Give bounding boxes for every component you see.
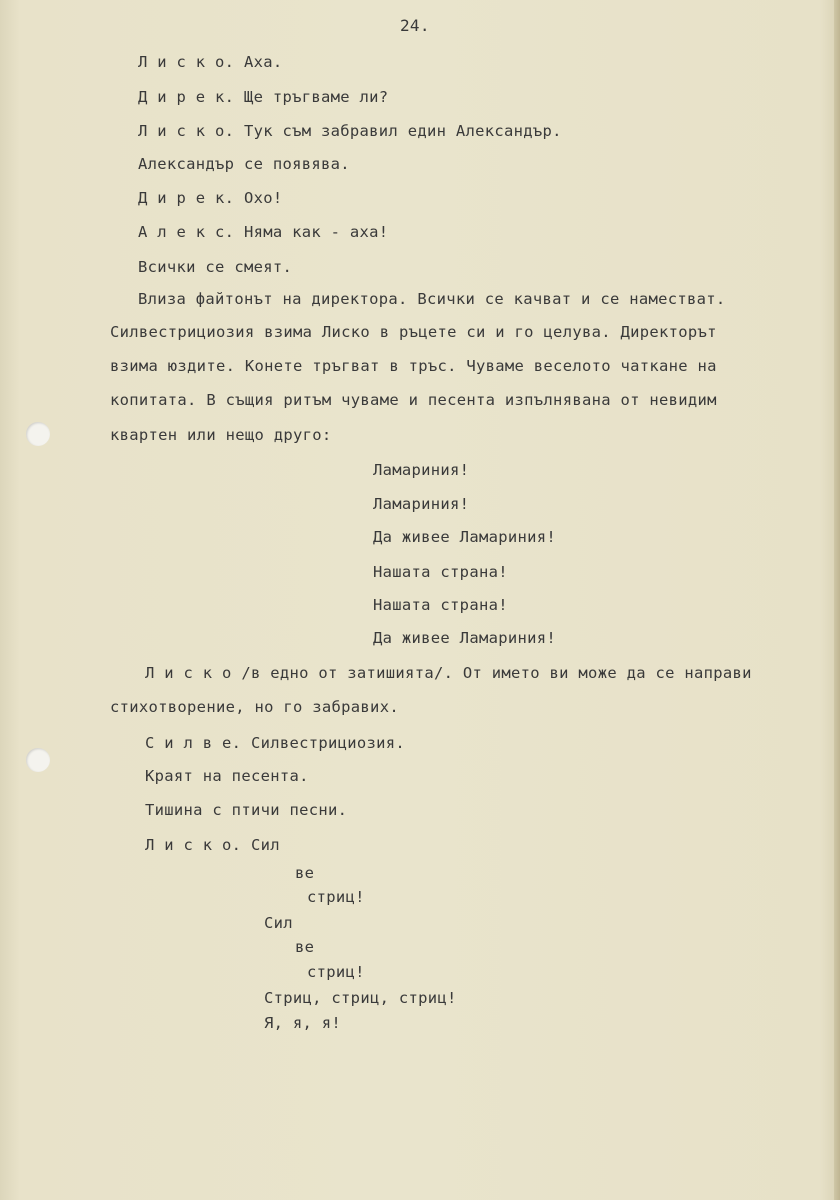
song-line: Да живее Ламариния! xyxy=(373,629,557,647)
stage-direction: взима юздите. Конете тръгват в тръс. Чуваме веселото чаткане на xyxy=(110,357,717,375)
dialogue-line: Л и с к о /в едно от затишията/. От името ви може да се направи xyxy=(145,664,752,682)
song-line: Да живее Ламариния! xyxy=(373,528,557,546)
song-line: Ламариния! xyxy=(373,495,470,513)
verse-fragment: стриц! xyxy=(307,963,365,981)
verse-fragment: ве xyxy=(295,864,315,882)
verse-fragment: Я, я, я! xyxy=(264,1014,342,1032)
dialogue-line: Д и р е к. Ще тръгваме ли? xyxy=(138,88,389,106)
dialogue-line: А л е к с. Няма как - аха! xyxy=(138,223,389,241)
stage-direction: копитата. В същия ритъм чуваме и песента изпълнявана от невидим xyxy=(110,391,717,409)
song-line: Нашата страна! xyxy=(373,563,508,581)
stage-direction: Тишина с птичи песни. xyxy=(145,801,348,819)
dialogue-line: Л и с к о. Аха. xyxy=(138,53,283,71)
dialogue-line: Д и р е к. Охо! xyxy=(138,189,283,207)
stage-direction: Силвестрициозия взима Лиско в ръцете си и го целува. Директорът xyxy=(110,323,717,341)
verse-fragment: ве xyxy=(295,938,315,956)
stage-direction: Краят на песента. xyxy=(145,767,309,785)
dialogue-line: С и л в е. Силвестрициозия. xyxy=(145,734,406,752)
verse-fragment: стриц! xyxy=(307,888,365,906)
dialogue-line: стихотворение, но го забравих. xyxy=(110,698,399,716)
verse-fragment: Сил xyxy=(264,914,293,932)
dialogue-line: Л и с к о. Тук съм забравил един Александър. xyxy=(138,122,562,140)
stage-direction: квартен или нещо друго: xyxy=(110,426,332,444)
song-line: Ламариния! xyxy=(373,461,470,479)
verse-fragment: Стриц, стриц, стриц! xyxy=(264,989,457,1007)
punch-hole xyxy=(26,748,50,772)
page-number: 24. xyxy=(400,16,430,35)
paper-edge xyxy=(834,0,840,1200)
punch-hole xyxy=(26,422,50,446)
stage-direction: Влиза файтонът на директора. Всички се качват и се наместват. xyxy=(138,290,726,308)
stage-direction: Всички се смеят. xyxy=(138,258,293,276)
song-line: Нашата страна! xyxy=(373,596,508,614)
dialogue-line: Л и с к о. Сил xyxy=(145,836,280,854)
stage-direction: Александър се появява. xyxy=(138,155,350,173)
